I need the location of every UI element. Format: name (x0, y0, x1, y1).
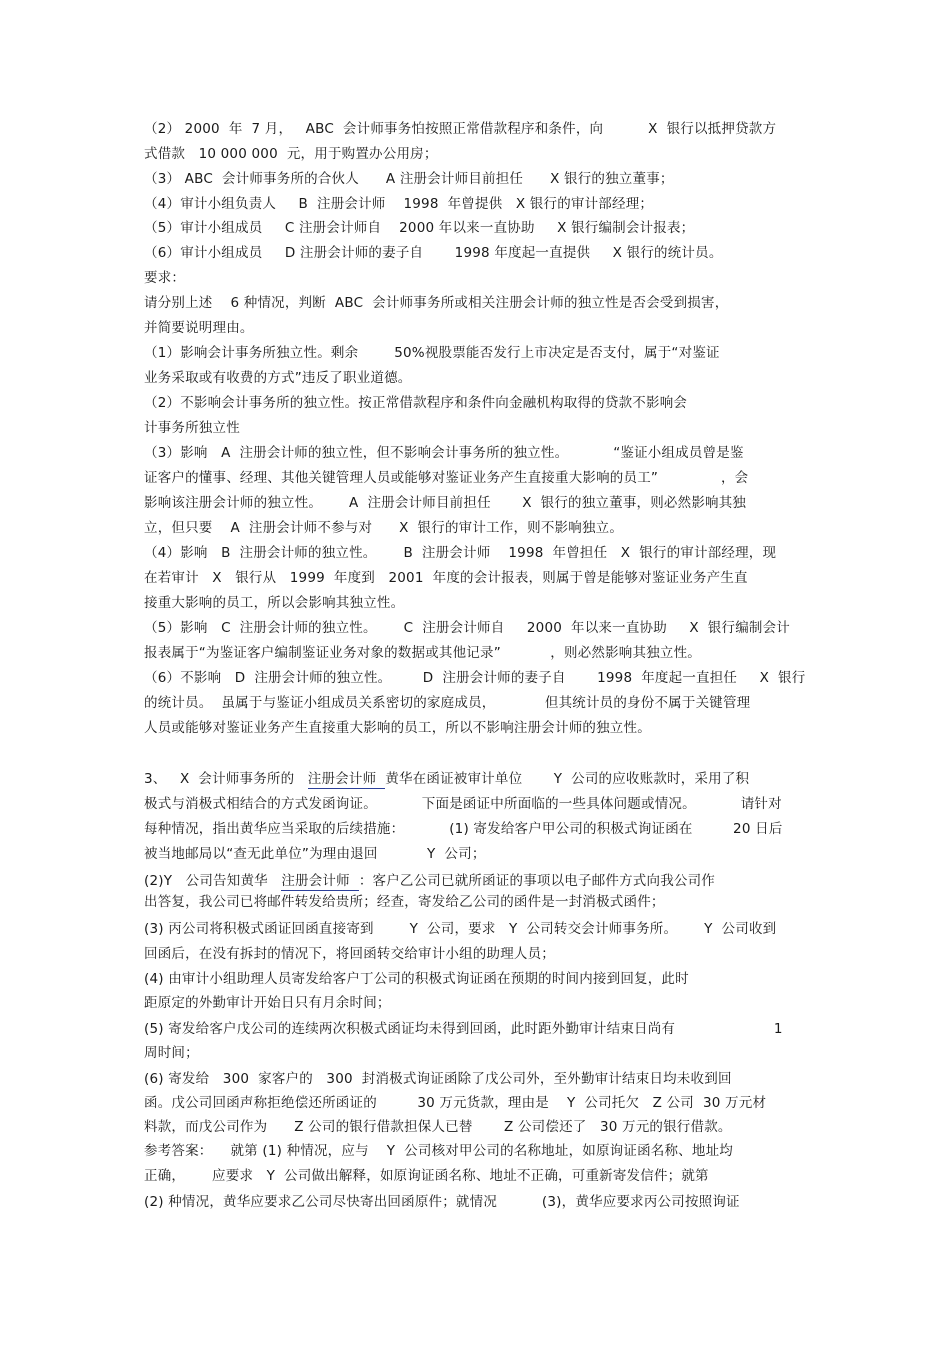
text-line (144, 770, 749, 788)
text-line: 式借款 10 000 000 元，用于购置办公用房； (144, 146, 438, 162)
text-line: 出答复，我公司已将邮件转发给贵所；经查，寄发给乙公司的函件是一封消极式函件； (144, 894, 665, 910)
text-line (144, 872, 715, 890)
text-line: （6）审计小组成员 D 注册会计师的妻子自 1998 年度起一直提供 X 银行的统计员。 (144, 245, 723, 261)
cpa-link[interactable]: 注册会计师 (281, 873, 359, 889)
text-line: （5）审计小组成员 C 注册会计师自 2000 年以来一直协助 X 银行编制会计报表； (144, 220, 695, 236)
text-line: 回函后，在没有拆封的情况下，将回函转交给审计小组的助理人员； (144, 946, 555, 962)
text-line: 要求： (144, 270, 186, 286)
cpa-link[interactable]: 注册会计师 (307, 771, 386, 787)
text-line: （6）不影响 D 注册会计师的独立性。 D 注册会计师的妻子自 1998 年度起一直担任 X 银行 (144, 670, 806, 686)
text-segment: 3、 X 会计师事务所的 (144, 771, 308, 787)
text-line: 每种情况，指出黄华应当采取的后续措施： (1) 寄发给客户甲公司的积极式询证函在 20 日后 (144, 821, 783, 837)
text-line: 极式与消极式相结合的方式发函询证。 下面是函证中所面临的一些具体问题或情况。 请针对 (144, 796, 782, 812)
text-line: （4）影响 B 注册会计师的独立性。 B 注册会计师 1998 年曾担任 X 银行的审计部经理，现 (144, 545, 777, 561)
text-line: （3） ABC 会计师事务所的合伙人 A 注册会计师目前担任 X 银行的独立董事； (144, 171, 674, 187)
text-line: （4）审计小组负责人 B 注册会计师 1998 年曾提供 X 银行的审计部经理； (144, 196, 654, 212)
text-line: (3) 丙公司将积极式函证回函直接寄到 Y 公司，要求 Y 公司转交会计师事务所。 Y 公司收到 (144, 921, 777, 937)
text-line: 函。戊公司回函声称拒绝偿还所函证的 30 万元货款，理由是 Y 公司托欠 Z 公司 30 万元材 (144, 1095, 767, 1111)
text-line: 并简要说明理由。 (144, 320, 254, 336)
text-line: 业务采取或有收费的方式”违反了职业道德。 (144, 370, 412, 386)
text-line: 距原定的外勤审计开始日只有月余时间； (144, 995, 391, 1011)
text-line: （2） 2000 年 7 月， ABC 会计师事务怕按照正常借款程序和条件，向 X 银行以抵押贷款方 (144, 121, 777, 137)
text-line: 计事务所独立性 (144, 420, 240, 436)
text-line: 正确， 应要求 Y 公司做出解释，如原询证函名称、地址不正确，可重新寄发信件；就第 (144, 1168, 709, 1184)
text-line: 被当地邮局以“查无此单位”为理由退回 Y 公司； (144, 846, 486, 862)
text-line: （1）影响会计事务所独立性。剩余 50%视股票能否发行上市决定是否支付，属于“对鉴证 (144, 345, 720, 361)
text-line: (2) 种情况，黄华应要求乙公司尽快寄出回函原件；就情况 (3)，黄华应要求丙公司按照询证 (144, 1194, 740, 1210)
text-line: 在若审计 X 银行从 1999 年度到 2001 年度的会计报表，则属于曾是能够对鉴证业务产生直 (144, 570, 748, 586)
text-segment: ：客户乙公司已就所函证的事项以电子邮件方式向我公司作 (358, 873, 716, 889)
text-line: 报表属于“为鉴证客户编制鉴证业务对象的数据或其他记录” ，则必然影响其独立性。 (144, 645, 701, 661)
text-line: 料款，而戊公司作为 Z 公司的银行借款担保人已替 Z 公司偿还了 30 万元的银行借款。 (144, 1119, 732, 1135)
text-line: (4) 由审计小组助理人员寄发给客户丁公司的积极式询证函在预期的时间内接到回复，此时 (144, 971, 689, 987)
text-line: (6) 寄发给 300 家客户的 300 封消极式询证函除了戊公司外，至外勤审计结束日均未收到回 (144, 1071, 732, 1087)
text-line: 证客户的懂事、经理、其他关键管理人员或能够对鉴证业务产生直接重大影响的员工” ，会 (144, 470, 749, 486)
text-line: 周时间； (144, 1045, 199, 1061)
text-line: 的统计员。 虽属于与鉴证小组成员关系密切的家庭成员， 但其统计员的身份不属于关键管理 (144, 695, 751, 711)
text-line: 人员或能够对鉴证业务产生直接重大影响的员工，所以不影响注册会计师的独立性。 (144, 720, 651, 736)
text-line: 请分别上述 6 种情况，判断 ABC 会计师事务所或相关注册会计师的独立性是否会受到损害， (144, 295, 729, 311)
text-segment: 黄华在函证被审计单位 Y 公司的应收账款时，采用了积 (385, 771, 750, 787)
text-segment: (2)Y 公司告知黄华 (144, 873, 282, 889)
text-line: 参考答案： 就第 (1) 种情况，应与 Y 公司核对甲公司的名称地址，如原询证函名称、地址均 (144, 1143, 733, 1159)
text-line: 影响该注册会计师的独立性。 A 注册会计师目前担任 X 银行的独立董事，则必然影响其独 (144, 495, 747, 511)
text-line: (5) 寄发给客户戊公司的连续两次积极式函证均未得到回函，此时距外勤审计结束日尚有 1 (144, 1021, 783, 1037)
text-line: （3）影响 A 注册会计师的独立性，但不影响会计事务所的独立性。 “鉴证小组成员曾是鉴 (144, 445, 744, 461)
text-line: （2）不影响会计事务所的独立性。按正常借款程序和条件向金融机构取得的贷款不影响会 (144, 395, 688, 411)
text-line: 接重大影响的员工，所以会影响其独立性。 (144, 595, 405, 611)
text-line: （5）影响 C 注册会计师的独立性。 C 注册会计师自 2000 年以来一直协助 X 银行编制会计 (144, 620, 791, 636)
text-line: 立，但只要 A 注册会计师不参与对 X 银行的审计工作，则不影响独立。 (144, 520, 624, 536)
